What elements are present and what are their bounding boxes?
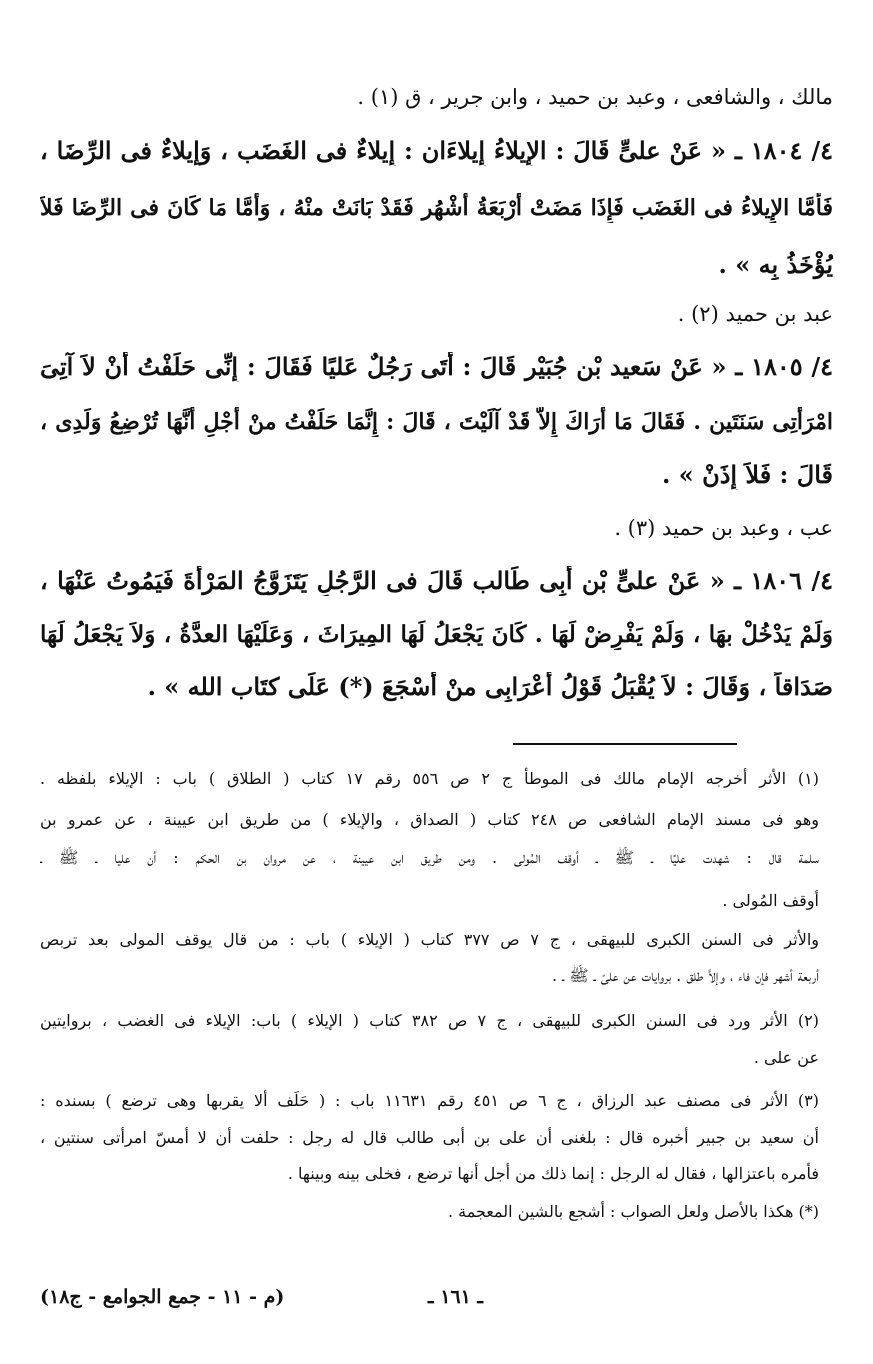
source-line: عبد بن حميد (٢) . xyxy=(677,302,833,326)
footnote-line: فأمره باعتزالها ، فقال له الرجل : إنما ذلك من أجل أنها ترضع ، فخلى بينه وبينها . xyxy=(287,1164,819,1183)
hadith-1804-line: فَأَمَّا الإِيلاءُ فى الغَضَب فَإِذَا مَضَتْ أَرْبَعَةُ أَشْهُر فَقَدْ بَانَتْ منْهُ ، وَأَمَّا مَا كَانَ فى الرِّضَا فَلاَ xyxy=(40,195,833,221)
hadith-1805-line: قَالَ : فَلاَ إِذَنْ » . xyxy=(662,460,833,489)
hadith-1805-line: امْرَأَتِى سَنَتَين . فَقَالَ مَا أَرَاكَ إِلاَّ قَدْ آلَيْتَ ، قَالَ : إِنَّمَا حَلَفْتُ منْ أَجْلِ أَنَّهَا تُرْضِعُ وَلَدِى ، xyxy=(40,409,833,435)
signature-mark: (م - ١١ - جمع الجوامع - ج١٨) xyxy=(40,1286,285,1308)
page-footer xyxy=(40,1286,813,1316)
source-line: مالك ، والشافعى ، وعبد بن حميد ، وابن جرير ، ق (١) . xyxy=(357,85,833,109)
footnote-line: (١) الأثر أخرجه الإمام مالك فى الموطأ ج ٢ ص ٥٥٦ رقم ١٧ كتاب ( الطلاق ) باب : الإيلاء بلفظه . xyxy=(40,769,819,788)
hadith-1806-line: صَدَاقاً ، وَقَالَ : لاَ يُقْبَلُ قَوْلُ أَعْرَابِى منْ أَسْجَعَ (*) عَلَى كتَاب الله » . xyxy=(147,672,833,701)
hadith-1806-line: وَلَمْ يَدْخُلْ بهَا ، وَلَمْ يَفْرِضْ لَهَا . كَانَ يَجْعَلُ لَهَا المِيرَاثَ ، وَعَلَيْهَا العدَّةُ ، وَلاَ يَجْعَلُ لَهَا xyxy=(40,621,833,648)
footnote-line: أن سعيد بن جبير أخبره قال : بلغنى أن على بن أبى طالب قال له رجل : حلفت أن لا أمسّ امرأتى سنتين ، xyxy=(40,1128,819,1147)
footnote-line: والأثر فى السنن الكبرى للبيهقى ، ج ٧ ص ٣٧٧ كتاب ( الإيلاء ) باب : من قال يوقف المولى بعد تربص xyxy=(40,930,819,949)
footnote-line: عن على . xyxy=(753,1048,819,1067)
hadith-1805-line: ٤/ ١٨٠٥ ـ « عَنْ سَعيد بْنِ جُبَيْر قَالَ : أَتَى رَجُلٌ عَليًا فَقَالَ : إِنِّى حَلَفْتُ أَنْ لاَ آتِىَ xyxy=(40,352,833,381)
footnote-line: (٢) الأثر ورد فى السنن الكبرى للبيهقى ، ج ٧ ص ٣٨٢ كتاب ( الإيلاء ) باب: الإيلاء فى الغضب ، بروايتين xyxy=(40,1011,819,1030)
footnote-line: (٣) الأثر فى مصنف عبد الرزاق ، ج ٦ ص ٤٥١ رقم ١١٦٣١ باب : ( حَلَف ألا يقربها وهى ترضع ) بسنده : xyxy=(40,1091,819,1110)
source-line: عب ، وعبد بن حميد (٣) . xyxy=(614,516,833,540)
footnote-line: أوقف المُولى . xyxy=(722,891,819,910)
page-number: ـ ١٦١ ـ xyxy=(428,1286,483,1308)
footnote-divider xyxy=(513,743,737,745)
hadith-1804-line: يُؤْخَذُ بِه » . xyxy=(718,250,833,279)
footnote-line: وهو فى مسند الإمام الشافعى ص ٢٤٨ كتاب ( الصداق ، والإيلاء ) من طريق ابن عيينة ، عن عمرو بن xyxy=(40,810,819,829)
hadith-1804-line: ٤/ ١٨٠٤ ـ « عَنْ علىٍّ قَالَ : الإِيلاءُ إِيلاءَان : إِيلاءٌ فى الغَضَب ، وَإِيلاءٌ فى الرِّضَا ، xyxy=(40,136,833,165)
footnote-line: (*) هكذا بالأصل ولعل الصواب : أشجع بالشين المعجمة . xyxy=(447,1202,819,1221)
footnote-line: سلمة قال : شهدت عليًا ـ ﷺ ـ أوقف المُولى . ومن طريق ابن عيينة ، عن مروان بن الحكم : أن عليا ـ ﷺ ـ xyxy=(40,848,819,867)
hadith-1806-line: ٤/ ١٨٠٦ ـ « عَنْ علىٍّ بْنِ أَبِى طَالب قَالَ فى الرَّجُلِ يَتَزَوَّجُ المَرْأَةَ فَيَمُوتُ عَنْهَا ، xyxy=(40,566,833,595)
footnote-line: أربعة أشهر فإن فاء ، وإلاَّ طلق . بروايات عن علىّ ـ ﷺ ـ . xyxy=(551,966,819,985)
